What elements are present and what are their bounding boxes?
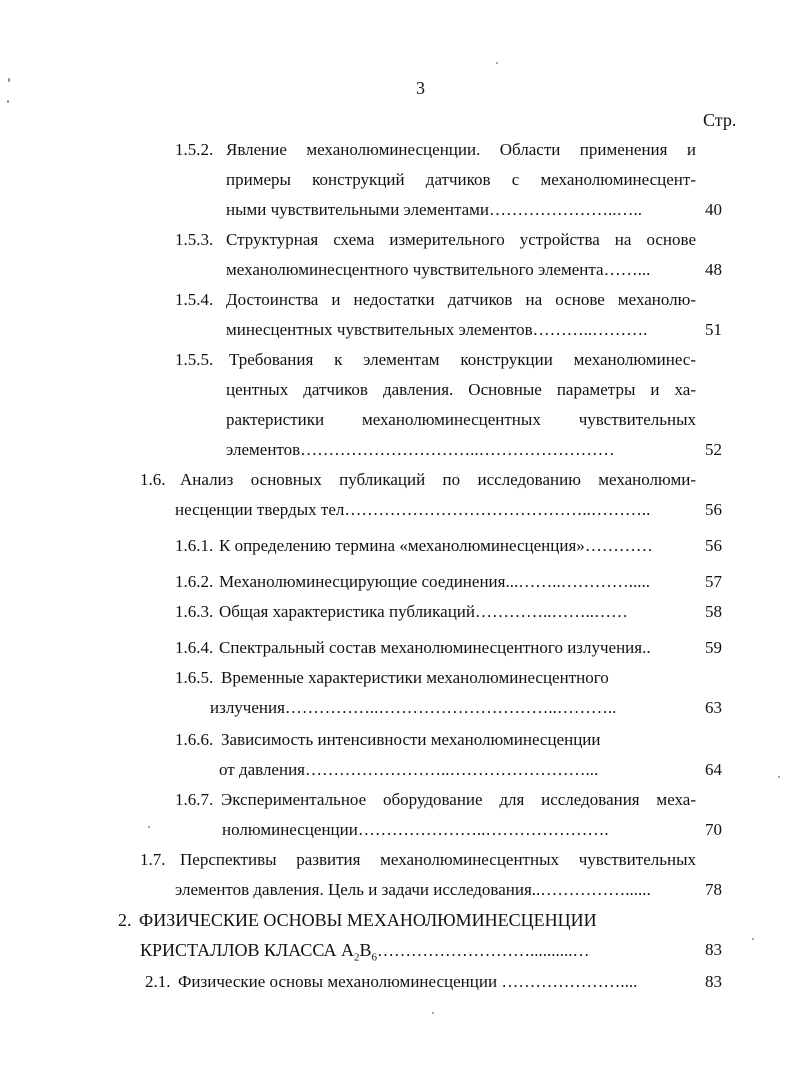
- entry-page: 58: [705, 602, 722, 621]
- entry-page: 52: [705, 440, 722, 459]
- leader-dots: …………: [584, 536, 653, 555]
- entry-text-line: Механолюминесцирующие соединения: [219, 572, 506, 591]
- entry-text-line: от давления: [219, 760, 305, 779]
- entry-text-line: механолюминесцентного чувствительного элемента: [226, 260, 604, 279]
- entry-number: 1.6.3.: [175, 602, 214, 621]
- entry-text-line: рактеристики механолюминесцентных чувствительных: [226, 410, 696, 429]
- toc-entry-1-6[interactable]: [140, 470, 166, 490]
- entry-number: 2.1.: [145, 972, 171, 991]
- page-number: 3: [416, 78, 425, 98]
- entry-text-line: излучения: [210, 698, 285, 717]
- entry-page: 83: [705, 972, 722, 991]
- page-column-header: Стр.: [703, 110, 737, 130]
- toc-entry-1-6-7[interactable]: [175, 790, 213, 810]
- entry-text-line: Зависимость интенсивности механолюминесценции: [221, 730, 601, 749]
- scan-speck: [148, 826, 150, 828]
- entry-page: 56: [705, 536, 722, 555]
- leader-dots: ………………………..........…: [377, 941, 590, 960]
- entry-text-line: Явление механолюминесценции. Области применения и: [226, 140, 696, 159]
- entry-text-line: К определению термина «механолюминесценция»: [219, 536, 585, 555]
- entry-text-line: минесцентных чувствительных элементов: [226, 320, 533, 339]
- entry-text-line: Требования к элементам конструкции механолюминес-: [229, 350, 696, 369]
- entry-number: 1.5.4.: [175, 290, 214, 309]
- toc-entry-1-6-5[interactable]: [175, 668, 213, 688]
- entry-number: 1.5.2.: [175, 140, 214, 159]
- toc-entry-1-6-3[interactable]: [175, 602, 213, 622]
- leader-dots: ……………..…………………………..………..: [284, 698, 617, 717]
- toc-entry-1-6-1[interactable]: [175, 536, 213, 556]
- subscript: 2: [353, 951, 360, 964]
- entry-page: 48: [705, 260, 722, 279]
- toc-entry-2[interactable]: [118, 910, 132, 931]
- entry-number: 1.5.3.: [175, 230, 214, 249]
- toc-entry-1-7[interactable]: [140, 850, 166, 870]
- entry-text-line: Анализ основных публикаций по исследованию механолюми-: [180, 470, 696, 489]
- leader-dots: ..……………......: [531, 880, 651, 899]
- entry-text-line: примеры конструкций датчиков с механолюминесцент-: [226, 170, 696, 189]
- entry-number: 1.5.5.: [175, 350, 214, 369]
- toc-entry-1-5-2[interactable]: [175, 140, 213, 160]
- entry-page: 57: [705, 572, 722, 591]
- entry-page: 59: [705, 638, 722, 657]
- leader-dots: ……………………..……………………...: [305, 760, 599, 779]
- scan-speck: [7, 100, 9, 103]
- scan-speck: [778, 776, 780, 778]
- toc-entry-1-6-4[interactable]: [175, 638, 213, 658]
- entry-text-line: Временные характеристики механолюминесцентного: [221, 668, 609, 687]
- subscript: 6: [371, 951, 377, 964]
- toc-entry-1-5-4[interactable]: [175, 290, 213, 310]
- scan-speck: [752, 938, 754, 940]
- toc-entry-1-6-2[interactable]: [175, 572, 213, 592]
- entry-text-line: несценции твердых тел: [175, 500, 345, 519]
- entry-page: 63: [705, 698, 722, 717]
- entry-number: 1.6.5.: [175, 668, 214, 687]
- leader-dots: …………………………..……………………: [300, 440, 615, 459]
- entry-text-line: В: [359, 940, 372, 960]
- entry-text-line: нолюминесценции: [222, 820, 358, 839]
- entry-text-line: Перспективы развития механолюминесцентных чувствительных: [180, 850, 696, 869]
- entry-text-line: Физические основы механолюминесценции: [178, 972, 498, 991]
- entry-page: 40: [705, 200, 722, 219]
- entry-page: 56: [705, 500, 722, 519]
- entry-number: 2.: [118, 910, 132, 930]
- entry-number: 1.7.: [140, 850, 166, 869]
- entry-text-line: центных датчиков давления. Основные параметры и ха-: [226, 380, 696, 399]
- toc-entry-2-1[interactable]: [145, 972, 171, 992]
- leader-dots: ……...: [603, 260, 651, 279]
- leader-dots: …………………..…..: [489, 200, 642, 219]
- entry-page: 51: [705, 320, 722, 339]
- entry-number: 1.6.4.: [175, 638, 214, 657]
- leader-dots: …………..……..……: [475, 602, 628, 621]
- entry-number: 1.6.7.: [175, 790, 214, 809]
- entry-page: 83: [705, 940, 722, 959]
- leader-dots: …………………..………………….: [357, 820, 609, 839]
- entry-number: 1.6.1.: [175, 536, 214, 555]
- scan-speck: [8, 78, 10, 82]
- entry-page: 78: [705, 880, 722, 899]
- leader-dots: ………..……….: [532, 320, 648, 339]
- entry-number: 1.6.2.: [175, 572, 214, 591]
- entry-text-line: Экспериментальное оборудование для исследования меха-: [221, 790, 696, 809]
- entry-text-line: ными чувствительными элементами: [226, 200, 489, 219]
- scan-speck: [496, 62, 498, 64]
- entry-text-line: ФИЗИЧЕСКИЕ ОСНОВЫ МЕХАНОЛЮМИНЕСЦЕНЦИИ: [139, 910, 597, 930]
- toc-entry-1-6-6[interactable]: [175, 730, 213, 750]
- entry-text-line: Достоинства и недостатки датчиков на основе механолю-: [226, 290, 696, 309]
- leader-dots: …………………....: [501, 972, 638, 991]
- entry-text-line: элементов давления. Цель и задачи исследования: [175, 880, 532, 899]
- scan-speck: [432, 1012, 434, 1014]
- entry-text-line: КРИСТАЛЛОВ КЛАССА А: [140, 940, 354, 960]
- leader-dots: ……………………………………..………..: [344, 500, 651, 519]
- entry-page: 64: [705, 760, 722, 779]
- entry-text-line: Структурная схема измерительного устройства на основе: [226, 230, 696, 249]
- entry-number: 1.6.6.: [175, 730, 214, 749]
- entry-page: 70: [705, 820, 722, 839]
- entry-text-line: элементов: [226, 440, 301, 459]
- leader-dots: ...……..………….....: [505, 572, 650, 591]
- toc-entry-1-5-5[interactable]: [175, 350, 213, 370]
- entry-number: 1.6.: [140, 470, 166, 489]
- entry-text-line: Общая характеристика публикаций: [219, 602, 475, 621]
- toc-entry-1-5-3[interactable]: [175, 230, 213, 250]
- entry-text-line: Спектральный состав механолюминесцентного излучения..: [219, 638, 651, 657]
